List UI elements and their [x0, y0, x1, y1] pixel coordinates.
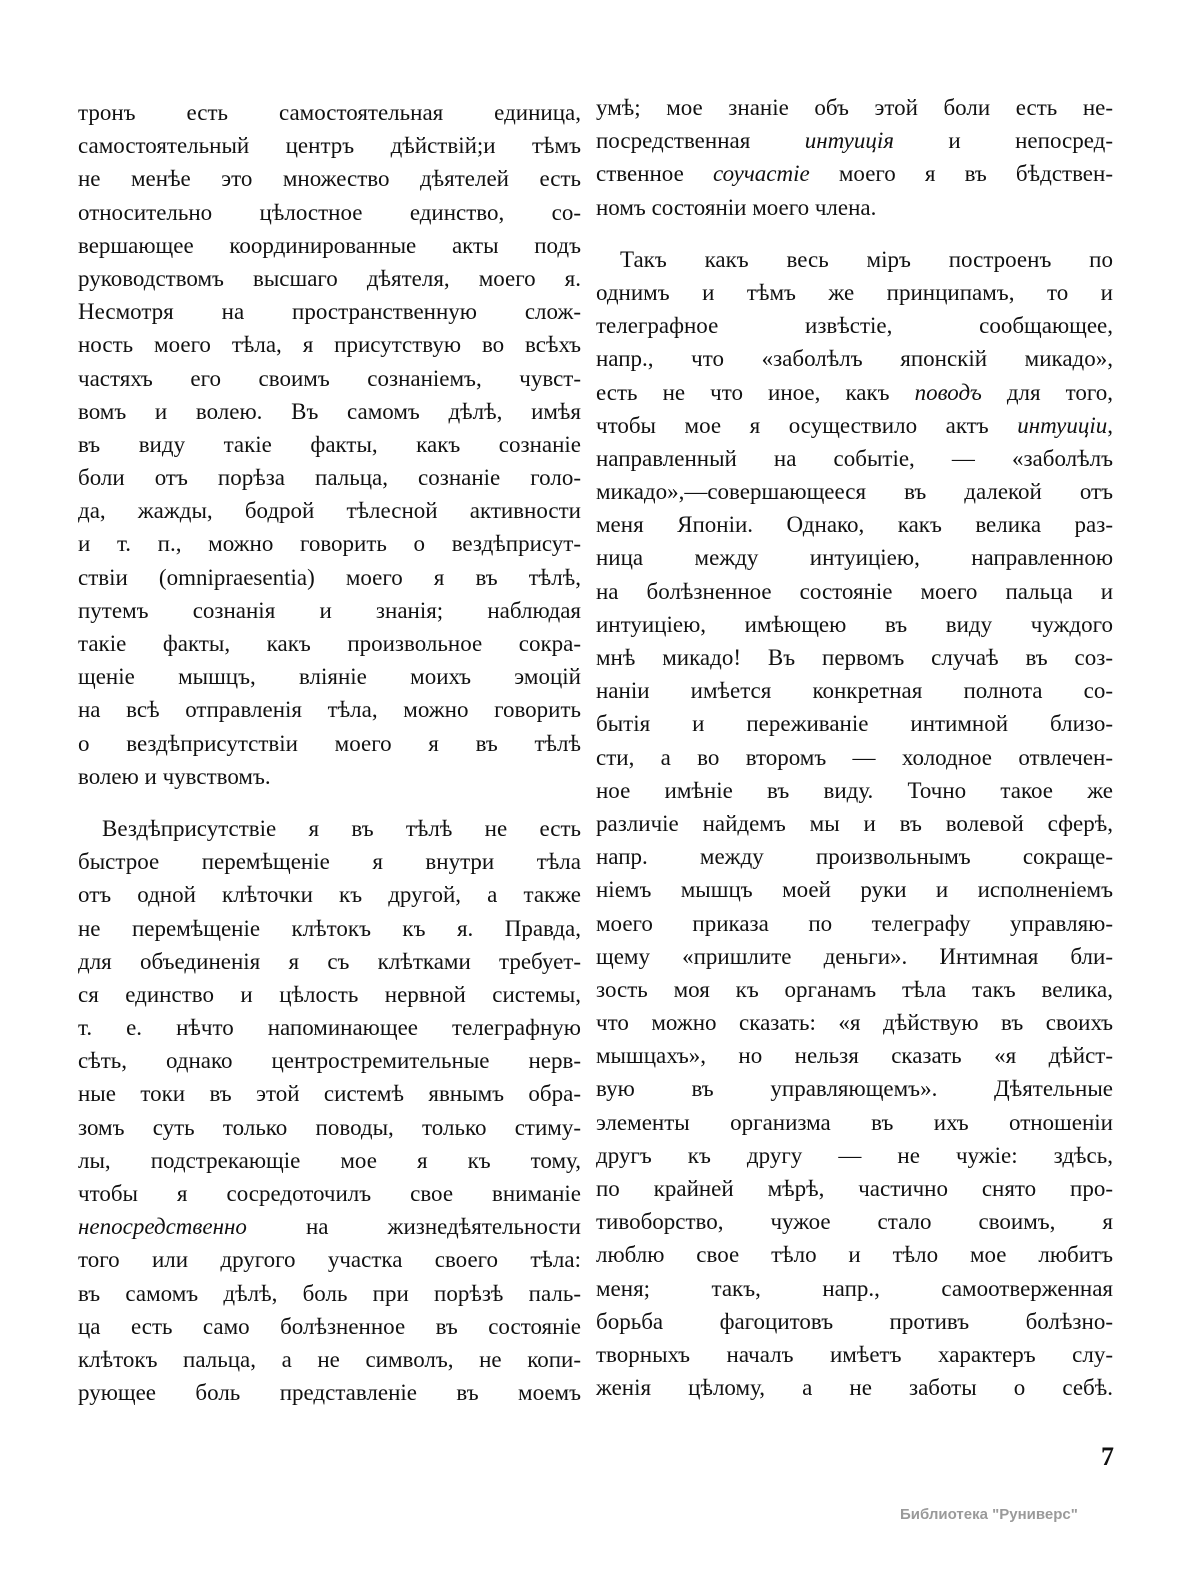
text-line: лы, подстрекающіе мое я къ тому,: [78, 1147, 581, 1173]
text-line: меня Японіи. Однако, какъ велика раз-: [596, 512, 1113, 538]
library-watermark: Библиотека "Руниверс": [900, 1506, 1078, 1523]
paragraph: [78, 96, 581, 793]
right-column: [596, 91, 1113, 1423]
text-line: ность моего тѣла, я присутствую во всѣхъ: [78, 332, 581, 358]
text-line: номъ состояніи моего члена.: [596, 194, 877, 220]
text-line: боли отъ порѣза пальца, сознаніе голо-: [78, 465, 581, 491]
italic-text: соучастіе: [712, 161, 810, 187]
text-line: элементы организма въ ихъ отношеніи: [596, 1109, 1113, 1135]
text-line: быстрое перемѣщеніе я внутри тѣла: [78, 849, 581, 875]
text-line: сти, а во второмъ — холодное отвлечен-: [596, 744, 1113, 770]
text-line: ца есть само болѣзненное въ состояніе: [78, 1313, 581, 1339]
text-segment: и непосред-: [893, 128, 1113, 154]
text-segment: посредственная: [596, 128, 805, 154]
italic-text: интуиціи: [1017, 412, 1108, 438]
text-line: вую въ управляющемъ». Дѣятельные: [596, 1076, 1113, 1102]
text-line: для объединенія я съ клѣтками требует-: [78, 948, 581, 974]
text-line: [596, 157, 1113, 190]
text-line: ные токи въ этой системѣ явнымъ обра-: [78, 1081, 581, 1107]
text-line: что можно сказать: «я дѣйствую въ своихъ: [596, 1010, 1113, 1036]
text-line: щему «пришлите деньги». Интимная бли-: [596, 943, 1113, 969]
text-line: умѣ; мое знаніе объ этой боли есть не-: [596, 95, 1113, 120]
text-segment: ,: [1107, 412, 1113, 438]
text-line: на болѣзненное состояніе моего пальца и: [596, 578, 1113, 604]
text-line: борьба фагоцитовъ противъ болѣзно-: [596, 1308, 1113, 1334]
text-line: направленный на событіе, — «заболѣлъ: [596, 445, 1113, 471]
text-line: ся единство и цѣлость нервной системы,: [78, 981, 581, 1007]
text-segment: чтобы мое я осуществило актъ: [596, 412, 1018, 438]
text-line: сѣть, однако центростремительные нерв-: [78, 1048, 581, 1074]
text-line: не перемѣщеніе клѣтокъ къ я. Правда,: [78, 915, 581, 941]
text-line: клѣтокъ пальца, а не символъ, не копи-: [78, 1346, 581, 1372]
text-line: [596, 124, 1113, 157]
text-line: ствіи (omnipraesentia) моего я въ тѣлѣ,: [78, 564, 581, 590]
text-line: не менѣе это множество дѣятелей есть: [78, 166, 581, 192]
text-line: наніи имѣется конкретная полнота со-: [596, 678, 1113, 704]
text-line: люблю свое тѣло и тѣло мое любитъ: [596, 1242, 1113, 1268]
text-line: щеніе мышцъ, вліяніе моихъ эмоцій: [78, 664, 581, 690]
text-segment: ственное: [596, 161, 713, 187]
text-line: отъ одной клѣточки къ другой, а также: [78, 882, 581, 908]
text-line: различіе найдемъ мы и въ волевой сферѣ,: [596, 810, 1113, 836]
text-line: того или другого участка своего тѣла:: [78, 1247, 581, 1273]
text-line: однимъ и тѣмъ же принципамъ, то и: [596, 279, 1113, 305]
text-line: самостоятельный центръ дѣйствій;и тѣмъ: [78, 133, 581, 159]
text-line: Вездѣприсутствіе я въ тѣлѣ не есть: [102, 815, 581, 841]
text-line: и т. п., можно говорить о вездѣприсут-: [78, 531, 581, 557]
text-line: напр. между произвольнымъ сокраще-: [596, 844, 1113, 870]
text-segment: есть не что иное, какъ: [596, 379, 915, 405]
text-line: вомъ и волею. Въ самомъ дѣлѣ, имѣя: [78, 398, 581, 424]
text-line: ное имѣніе въ виду. Точно такое же: [596, 777, 1113, 803]
text-line: микадо»,—совершающееся въ далекой отъ: [596, 479, 1113, 505]
text-line: относительно цѣлостное единство, со-: [78, 199, 581, 225]
text-segment: моего я въ бѣдствен-: [809, 161, 1113, 187]
text-line: въ самомъ дѣлѣ, боль при порѣзѣ паль-: [78, 1280, 581, 1306]
text-line: меня; такъ, напр., самоотверженная: [596, 1275, 1113, 1301]
text-line: [596, 376, 1113, 409]
text-line: интуиціею, имѣющею въ виду чуждого: [596, 611, 1113, 637]
text-line: мнѣ микадо! Въ первомъ случаѣ въ соз-: [596, 645, 1113, 670]
italic-text: непосредственно: [78, 1214, 247, 1240]
text-line: частяхъ его своимъ сознаніемъ, чувст-: [78, 365, 581, 391]
text-line: о вездѣприсутствіи моего я въ тѣлѣ: [78, 730, 581, 756]
text-line: женія цѣлому, а не заботы о себѣ.: [596, 1375, 1113, 1401]
text-line: волею и чувствомъ.: [78, 763, 271, 789]
text-line: моего приказа по телеграфу управляю-: [596, 910, 1113, 936]
text-line: телеграфное извѣстіе, сообщающее,: [596, 313, 1113, 339]
paragraph: [596, 243, 1113, 1405]
italic-text: интуиція: [804, 128, 894, 154]
text-line: въ виду такіе факты, какъ сознаніе: [78, 431, 581, 457]
page-number: 7: [1101, 1442, 1114, 1471]
text-line: Несмотря на пространственную слож-: [78, 299, 581, 325]
paragraph: [78, 812, 581, 1409]
left-column: [78, 96, 581, 1428]
text-line: другъ къ другу — не чужіе: здѣсь,: [596, 1142, 1113, 1168]
text-line: вершающее координированные акты подъ: [78, 232, 581, 258]
text-line: такіе факты, какъ произвольное сокра-: [78, 631, 581, 656]
text-line: ница между интуиціею, направленною: [596, 545, 1113, 571]
text-line: зомъ суть только поводы, только стиму-: [78, 1114, 581, 1140]
italic-text: поводъ: [914, 379, 982, 405]
text-line: мышцахъ», но нельзя сказать «я дѣйст-: [596, 1043, 1113, 1069]
text-segment: для того,: [981, 379, 1113, 405]
text-line: напр., что «заболѣлъ японскій микадо»,: [596, 346, 1113, 372]
text-line: путемъ сознанія и знанія; наблюдая: [78, 597, 581, 623]
text-line: Такъ какъ весь міръ построенъ по: [620, 246, 1113, 272]
text-line: да, жажды, бодрой тѣлесной активности: [78, 498, 581, 524]
text-line: рующее боль представленіе въ моемъ: [78, 1380, 581, 1406]
text-line: ніемъ мышцъ моей руки и исполненіемъ: [596, 877, 1113, 903]
text-line: т. е. нѣчто напоминающее телеграфную: [78, 1015, 581, 1041]
text-line: по крайней мѣрѣ, частично снято про-: [596, 1176, 1113, 1201]
text-line: [596, 409, 1113, 442]
text-line: руководствомъ высшаго дѣятеля, моего я.: [78, 265, 581, 291]
paragraph: [596, 91, 1113, 224]
text-line: [78, 1210, 581, 1243]
text-line: чтобы я сосредоточилъ свое вниманіе: [78, 1181, 581, 1206]
text-line: на всѣ отправленія тѣла, можно говорить: [78, 697, 581, 723]
text-line: творныхъ началъ имѣетъ характеръ слу-: [596, 1341, 1113, 1367]
text-line: зость моя къ органамъ тѣла такъ велика,: [596, 976, 1113, 1002]
text-segment: на жизнедѣятельности: [246, 1214, 581, 1240]
text-line: тивоборство, чужое стало своимъ, я: [596, 1209, 1113, 1235]
text-line: бытія и переживаніе интимной близо-: [596, 711, 1113, 737]
text-line: тронъ есть самостоятельная единица,: [78, 100, 581, 125]
